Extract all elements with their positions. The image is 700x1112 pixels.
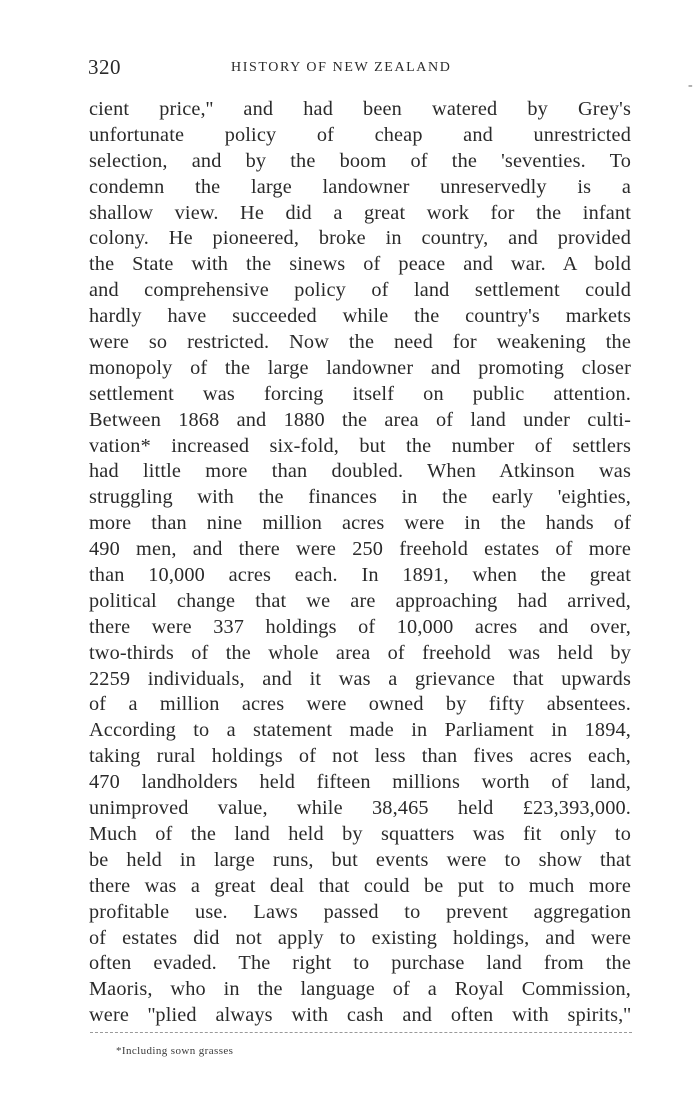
text-line: colony. He pioneered, broke in country, and provided bbox=[89, 227, 631, 250]
text-line: 2259 individuals, and it was a grievance that upwards bbox=[89, 667, 631, 690]
margin-mark: - bbox=[688, 78, 693, 93]
text-line: unimproved value, while 38,465 held £23,393,000. bbox=[89, 797, 631, 820]
text-line: had little more than doubled. When Atkinson was bbox=[89, 460, 631, 483]
footnote: *Including sown grasses bbox=[116, 1045, 234, 1057]
text-line: of estates did not apply to existing holdings, and were bbox=[89, 926, 631, 949]
text-line: hardly have succeeded while the country's markets bbox=[89, 305, 631, 328]
text-line: shallow view. He did a great work for the infant bbox=[89, 201, 631, 224]
body-text bbox=[89, 97, 631, 1029]
text-line: of a million acres were owned by fifty absentees. bbox=[89, 693, 631, 716]
text-line: Maoris, who in the language of a Royal Commission, bbox=[89, 978, 631, 1001]
text-line: Between 1868 and 1880 the area of land under culti- bbox=[89, 408, 631, 431]
text-line: taking rural holdings of not less than fives acres each, bbox=[89, 745, 631, 768]
text-line: 490 men, and there were 250 freehold estates of more bbox=[89, 538, 631, 561]
footnote-divider bbox=[90, 1032, 632, 1033]
text-line: 470 landholders held fifteen millions worth of land, bbox=[89, 771, 631, 794]
text-line: were ''plied always with cash and often with spirits,'' bbox=[89, 1004, 631, 1027]
text-line: and comprehensive policy of land settlement could bbox=[89, 279, 631, 302]
text-line: According to a statement made in Parliament in 1894, bbox=[89, 719, 631, 742]
text-line: Much of the land held by squatters was fit only to bbox=[89, 822, 631, 845]
text-line: often evaded. The right to purchase land from the bbox=[89, 952, 631, 975]
text-line: selection, and by the boom of the 'seventies. To bbox=[89, 149, 631, 172]
text-line: cient price,'' and had been watered by Grey's bbox=[89, 98, 631, 120]
text-line: struggling with the finances in the early 'eighties, bbox=[89, 486, 631, 509]
text-line: the State with the sinews of peace and war. A bold bbox=[89, 253, 631, 276]
text-line: vation* increased six-fold, but the number of settlers bbox=[89, 434, 631, 457]
text-line: settlement was forcing itself on public attention. bbox=[89, 382, 631, 405]
text-line: political change that we are approaching had arrived, bbox=[89, 589, 631, 612]
text-line: there were 337 holdings of 10,000 acres and over, bbox=[89, 615, 631, 638]
page-header bbox=[88, 55, 633, 85]
text-line: monopoly of the large landowner and promoting closer bbox=[89, 356, 631, 379]
text-line: condemn the large landowner unreservedly is a bbox=[89, 175, 631, 198]
text-line: two-thirds of the whole area of freehold was held by bbox=[89, 641, 631, 664]
text-line: profitable use. Laws passed to prevent aggregation bbox=[89, 900, 631, 923]
text-line: there was a great deal that could be put to much more bbox=[89, 874, 631, 897]
text-line: be held in large runs, but events were to show that bbox=[89, 848, 631, 871]
page-number: 320 bbox=[88, 55, 121, 79]
running-head: HISTORY OF NEW ZEALAND bbox=[231, 60, 452, 75]
text-line: were so restricted. Now the need for weakening the bbox=[89, 331, 631, 354]
text-line: unfortunate policy of cheap and unrestricted bbox=[89, 123, 631, 146]
text-line: than 10,000 acres each. In 1891, when the great bbox=[89, 564, 631, 587]
text-line: more than nine million acres were in the hands of bbox=[89, 512, 631, 535]
